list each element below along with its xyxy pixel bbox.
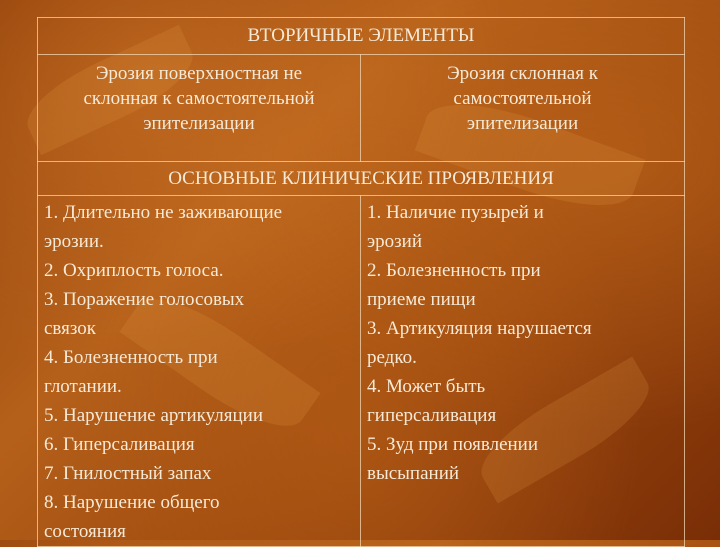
left-list-line: связок (44, 318, 97, 339)
left-list-line: 8. Нарушение общего (44, 492, 220, 513)
right-list-line: высыпаний (367, 463, 460, 484)
left-list-line: 4. Болезненность при (44, 347, 218, 368)
right-list-line: 3. Артикуляция нарушается (367, 318, 592, 339)
slide-title: ВТОРИЧНЫЕ ЭЛЕМЕНТЫ (38, 18, 685, 55)
right-list-line: редко. (367, 347, 417, 368)
left-list-line: 5. Нарушение артикуляции (44, 405, 263, 426)
right-list-line: гиперсаливация (367, 405, 497, 426)
right-list-line: эрозий (367, 231, 422, 252)
left-list-line: глотании. (44, 376, 122, 397)
right-list-line: приеме пищи (367, 289, 476, 310)
left-list-line: 1. Длительно не заживающие (44, 202, 283, 223)
erosion-right-line: Эрозия склонная к (447, 63, 598, 84)
erosion-right-line: самостоятельной (453, 88, 592, 109)
left-list-line: 7. Гнилостный запах (44, 463, 212, 484)
left-list-line: эрозии. (44, 231, 104, 252)
slide-table (37, 17, 685, 547)
left-list-line: состояния (44, 521, 126, 542)
erosion-right-line: эпителизации (466, 113, 579, 134)
erosion-left-line: Эрозия поверхностная не (95, 63, 303, 84)
right-list-line: 2. Болезненность при (367, 260, 541, 281)
right-list-line: 5. Зуд при появлении (367, 434, 539, 455)
right-symptom-list (361, 196, 685, 547)
right-list-line: 4. Может быть (367, 376, 486, 397)
left-list-line: 3. Поражение голосовых (44, 289, 245, 310)
left-list-line: 2. Охриплость голоса. (44, 260, 224, 281)
right-list-line: 1. Наличие пузырей и (367, 202, 544, 223)
erosion-left-line: склонная к самостоятельной (83, 88, 315, 109)
erosion-left-line: эпителизации (143, 113, 255, 134)
erosion-type-left (38, 55, 361, 162)
erosion-type-right (361, 55, 685, 162)
section-subtitle: ОСНОВНЫЕ КЛИНИЧЕСКИЕ ПРОЯВЛЕНИЯ (38, 162, 685, 196)
left-symptom-list (38, 196, 361, 547)
left-list-line: 6. Гиперсаливация (44, 434, 195, 455)
